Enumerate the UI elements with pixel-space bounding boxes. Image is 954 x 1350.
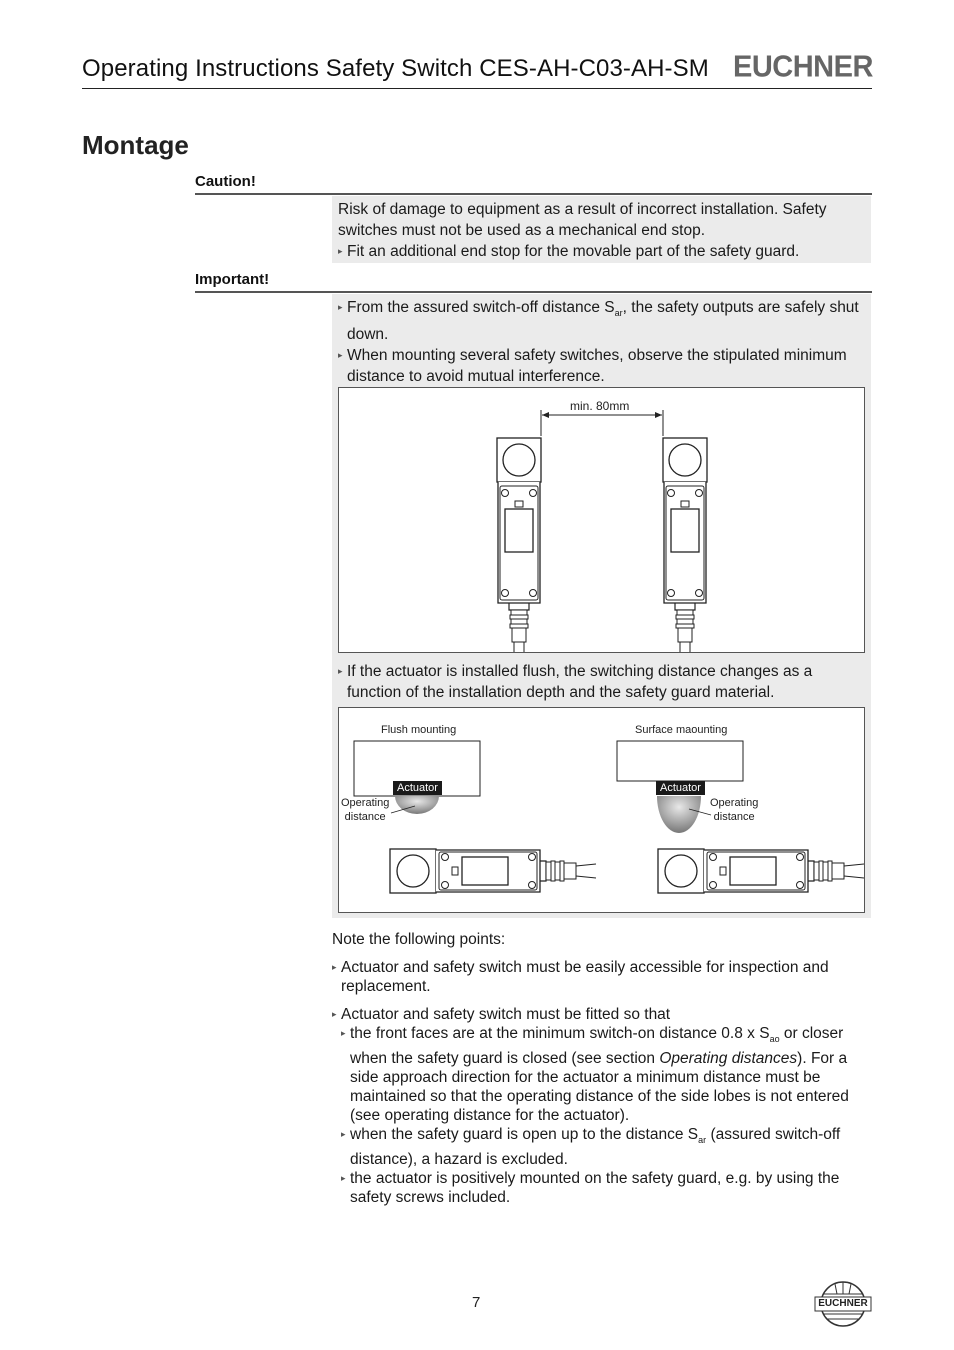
notes-section [332, 930, 872, 1207]
safety-switch-left [497, 438, 541, 652]
bullet-arrow-icon: ▸ [338, 350, 343, 361]
brand-logo: EUCHNER [733, 50, 873, 84]
bullet-arrow-icon: ▸ [338, 302, 343, 312]
important-bullet-min-distance: ▸ When mounting several safety switches, observe the stipulated minimum distance to avoid mutual interference. [338, 347, 847, 386]
caution-box [332, 196, 871, 263]
page-number: 7 [472, 1294, 481, 1311]
caution-text: Risk of damage to equipment as a result of incorrect installation. Safety switches must not be used as a mechanical end stop. [338, 201, 827, 239]
footer-brand-logo [813, 1280, 873, 1333]
important-bullet-flush: ▸ If the actuator is installed flush, the switching distance changes as a function of the installation depth and the safety guard material. [338, 663, 813, 701]
bullet-arrow-icon: ▸ [338, 246, 343, 256]
bullet-arrow-icon: ▸ [332, 962, 337, 972]
flush-mounting-caption: Flush mounting [381, 724, 457, 736]
safety-switch-surface [658, 849, 864, 893]
caution-divider [195, 193, 872, 195]
important-divider [195, 291, 872, 293]
footer-brand-text: EUCHNER [818, 1298, 868, 1309]
operating-distance-label-flush: Operating distance [341, 797, 390, 823]
document-header-title: Operating Instructions Safety Switch CES-AH-C03-AH-SM [82, 55, 709, 82]
bullet-arrow-icon: ▸ [338, 666, 343, 676]
actuator-label-surface: Actuator [656, 781, 705, 795]
actuator-label-flush: Actuator [393, 781, 442, 795]
bullet-arrow-icon: ▸ [341, 1028, 346, 1038]
operating-distance-label-surface: Operating distance [710, 797, 759, 823]
notes-sub-bullet-guard-open: ▸ when the safety guard is open up to the distance $S_{ar}$ (assured switch-off distance), a hazard is excluded. [341, 1126, 841, 1169]
notes-sub-bullet-front-faces: ▸ the front faces are at the minimum switch-on distance 0.8 x $S_{ao}$ or closer when the safety guard is closed (see section Operating distances). For a side approach direction for the actuator a minimum distance must be maintained so that the operating distance of the side lobes is not entered (see operating distance for the actuator). [341, 1025, 849, 1125]
important-heading: Important! [195, 271, 270, 288]
notes-bullet-accessible: ▸ Actuator and safety switch must be easily accessible for inspection and replacement. [332, 959, 829, 995]
caution-bullet: ▸ Fit an additional end stop for the movable part of the safety guard. [338, 243, 800, 260]
notes-intro: Note the following points: [332, 931, 506, 948]
surface-mounting-caption: Surface maounting [635, 724, 728, 736]
section-title: Montage [82, 130, 189, 160]
important-box [332, 294, 871, 918]
notes-bullet-fitted: ▸ Actuator and safety switch must be fitted so that [332, 1006, 671, 1023]
caution-heading: Caution! [195, 173, 256, 190]
safety-switch-flush [390, 849, 596, 893]
header-divider [82, 88, 872, 89]
important-bullet-switch-off: ▸ From the assured switch-off distance $S_{ar}$, the safety outputs are safely shut down. [338, 299, 859, 344]
bullet-arrow-icon: ▸ [341, 1129, 346, 1140]
bullet-arrow-icon: ▸ [332, 1009, 337, 1019]
figure-min-distance [338, 387, 865, 653]
min-distance-label: min. 80mm [570, 399, 630, 413]
notes-sub-bullet-positive-mount: ▸ the actuator is positively mounted on the safety guard, e.g. by using the safety screws included. [341, 1170, 840, 1207]
bullet-arrow-icon: ▸ [341, 1173, 346, 1184]
figure-mounting-types [338, 707, 865, 913]
safety-switch-right [663, 438, 707, 652]
